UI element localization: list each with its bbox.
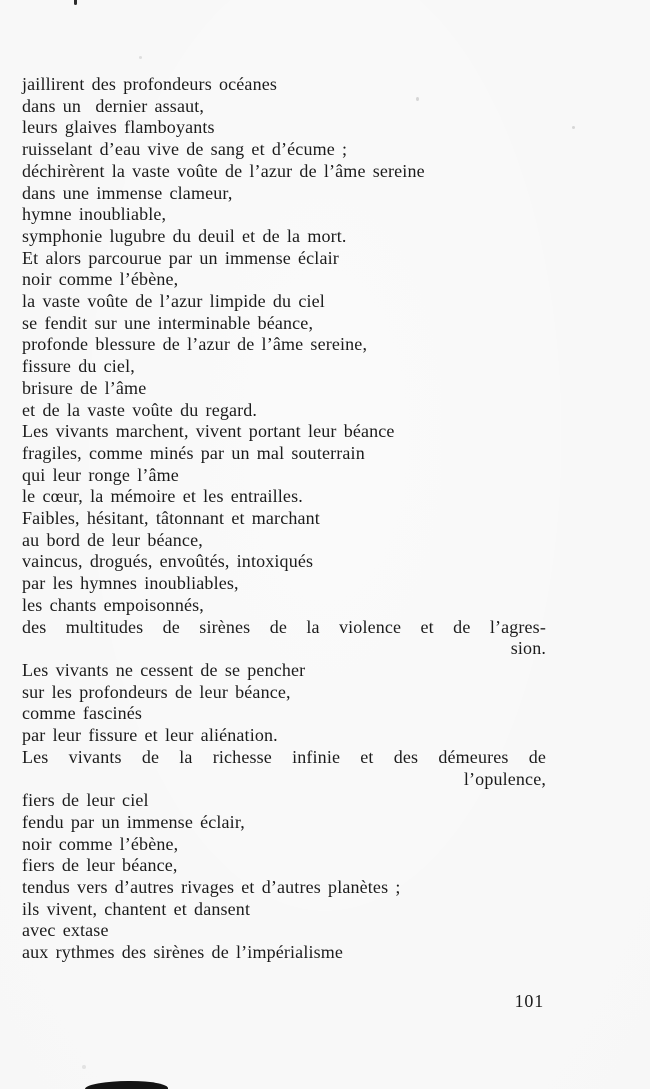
scan-artifact-speck: [139, 56, 142, 59]
poem-line: brisure de l’âme: [22, 377, 147, 398]
poem-line: comme fascinés: [22, 703, 143, 724]
poem-line: Et alors parcourue par un immense éclair: [22, 247, 339, 268]
poem-line: avec extase: [22, 920, 109, 941]
poem-line: noir comme l’ébène,: [22, 269, 179, 290]
poem-line: la vaste voûte de l’azur limpide du ciel: [22, 291, 325, 312]
poem-line: leurs glaives flamboyants: [22, 117, 215, 138]
poem-line: et de la vaste voûte du regard.: [22, 399, 258, 420]
poem-line: déchirèrent la vaste voûte de l’azur de l’âme sereine: [22, 160, 425, 181]
poem-line: Faibles, hésitant, tâtonnant et marchant: [22, 508, 320, 529]
poem-line: dans un dernier assaut,: [22, 95, 205, 116]
poem-line: profonde blessure de l’azur de l’âme sereine,: [22, 334, 368, 355]
poem-line: se fendit sur une interminable béance,: [22, 312, 314, 333]
poem-text: [22, 74, 546, 964]
poem-line: Les vivants de la richesse infinie et des démeures de: [22, 746, 546, 767]
poem-line: sur les profondeurs de leur béance,: [22, 681, 291, 702]
poem-line: aux rythmes des sirènes de l’impérialisme: [22, 942, 344, 963]
poem-line: le cœur, la mémoire et les entrailles.: [22, 486, 303, 507]
poem-line: hymne inoubliable,: [22, 204, 167, 225]
scan-artifact-speck: [572, 126, 575, 129]
poem-line: par les hymnes inoubliables,: [22, 573, 239, 594]
poem-line: par leur fissure et leur aliénation.: [22, 725, 278, 746]
poem-line: au bord de leur béance,: [22, 529, 203, 550]
poem-line: ruisselant d’eau vive de sang et d’écume ;: [22, 139, 348, 160]
poem-line: l’opulence,: [463, 768, 546, 789]
poem-line: les chants empoisonnés,: [22, 594, 204, 615]
poem-line: ils vivent, chantent et dansent: [22, 898, 251, 919]
poem-line: symphonie lugubre du deuil et de la mort.: [22, 225, 347, 246]
poem-line: Les vivants ne cessent de se pencher: [22, 659, 306, 680]
poem-line: sion.: [510, 638, 546, 659]
poem-line: fiers de leur béance,: [22, 855, 178, 876]
scan-artifact-bottom-smudge: [85, 1081, 168, 1089]
poem-line: tendus vers d’autres rivages et d’autres planètes ;: [22, 877, 401, 898]
poem-line: fendu par un immense éclair,: [22, 811, 245, 832]
poem-line: dans une immense clameur,: [22, 182, 233, 203]
poem-line: Les vivants marchent, vivent portant leur béance: [22, 421, 395, 442]
poem-line: qui leur ronge l’âme: [22, 464, 179, 485]
poem-line: vaincus, drogués, envoûtés, intoxiqués: [22, 551, 314, 572]
scan-artifact-speck: [82, 1065, 86, 1069]
poem-line: jaillirent des profondeurs océanes: [22, 74, 278, 94]
poem-line: des multitudes de sirènes de la violence et de l’agres-: [22, 616, 546, 637]
poem-line: fragiles, comme minés par un mal souterrain: [22, 442, 365, 463]
poem-line: noir comme l’ébène,: [22, 833, 179, 854]
page-number: 101: [514, 991, 544, 1011]
poem-line: fissure du ciel,: [22, 356, 135, 377]
scan-artifact-top-mark: [74, 0, 77, 5]
poem-line: fiers de leur ciel: [22, 790, 149, 811]
